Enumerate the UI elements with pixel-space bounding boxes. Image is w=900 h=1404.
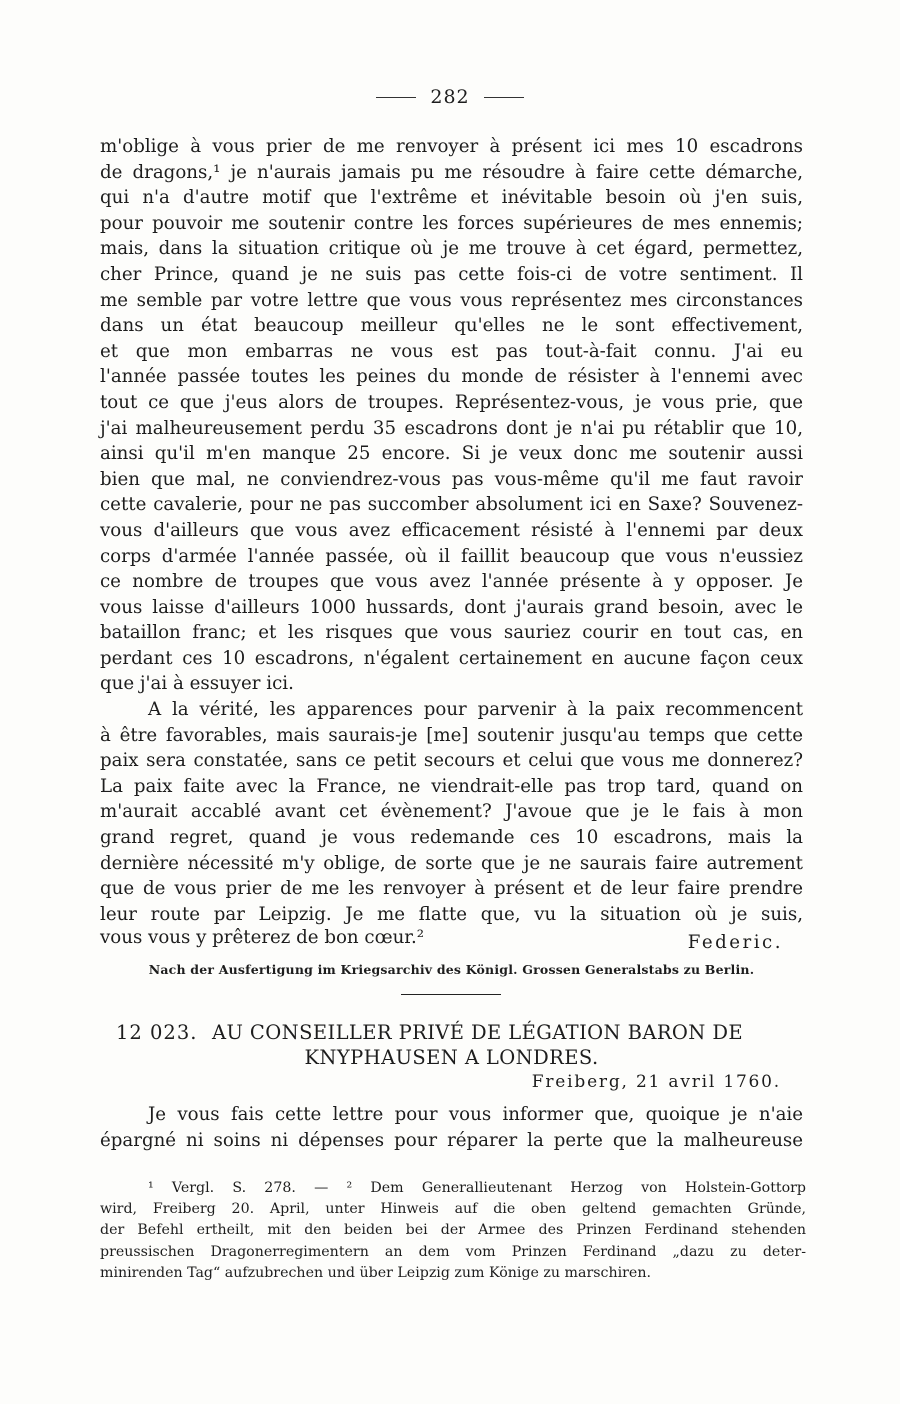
second-letter-body bbox=[100, 1102, 803, 1153]
text-line: leur route par Leipzig. Je me flatte que, vu la situation où je suis, bbox=[100, 903, 803, 925]
text-line: cher Prince, quand je ne suis pas cette fois-ci de votre sentiment. Il bbox=[100, 263, 803, 285]
text-line: ainsi qu'il m'en manque 25 encore. Si je veux donc me soutenir aussi bbox=[100, 443, 803, 465]
document-number: 12 023. bbox=[116, 1021, 198, 1044]
text-line: perdant ces 10 escadrons, n'égalent certainement en aucune façon ceux bbox=[100, 647, 803, 669]
text-line: grand regret, quand je vous redemande ces 10 escadrons, mais la bbox=[100, 827, 803, 849]
closing-row bbox=[100, 927, 803, 953]
footnote-line: minirenden Tag“ aufzubrechen und über Leipzig zum Könige zu marschiren. bbox=[100, 1264, 651, 1281]
page-header bbox=[0, 86, 900, 108]
source-note: Nach der Ausfertigung im Kriegsarchiv des Königl. Grossen Generalstabs zu Berlin. bbox=[148, 962, 755, 977]
letter-body bbox=[100, 134, 803, 927]
text-line: de dragons,¹ je n'aurais jamais pu me résoudre à faire cette démarche, bbox=[100, 161, 803, 183]
text-line: vous d'ailleurs que vous avez efficacement résisté à l'ennemi par deux bbox=[100, 519, 803, 541]
text-line: j'ai malheureusement perdu 35 escadrons dont je n'ai pu rétablir que 10, bbox=[100, 417, 803, 439]
text-line: à être favorables, mais saurais-je [me] soutenir jusqu'au temps que cette bbox=[100, 724, 803, 746]
text-line: bataillon franc; et les risques que vous sauriez courir en tout cas, en bbox=[100, 622, 803, 644]
footnote-line: preussischen Dragonerregimentern an dem vom Prinzen Ferdinand „dazu zu deter- bbox=[100, 1243, 806, 1260]
text-line: et que mon embarras ne vous est pas tout-à-fait connu. J'ai eu bbox=[100, 340, 803, 362]
footnote-line: der Befehl ertheilt, mit den beiden bei der Armee des Prinzen Ferdinand stehenden bbox=[100, 1222, 806, 1239]
text-line: pour pouvoir me soutenir contre les forces supérieures de mes ennemis; bbox=[100, 212, 803, 234]
document-title-line-1: AU CONSEILLER PRIVÉ DE LÉGATION BARON DE bbox=[212, 1021, 744, 1044]
text-line: bien que mal, ne conviendrez-vous pas vous-même qu'il me faut ravoir bbox=[100, 468, 803, 490]
header-rule-left bbox=[376, 97, 416, 98]
text-line: m'aurait accablé avant cet évènement? J'avoue que je le fais à mon bbox=[100, 801, 803, 823]
document-title-line-2: KNYPHAUSEN A LONDRES. bbox=[304, 1046, 599, 1069]
text-line: épargné ni soins ni dépenses pour réparer la perte que la malheureuse bbox=[100, 1129, 803, 1151]
text-line: dernière nécessité m'y oblige, de sorte que je ne saurais faire autrement bbox=[100, 852, 803, 874]
text-line: que j'ai à essuyer ici. bbox=[100, 673, 294, 695]
text-line: corps d'armée l'année passée, où il faillit beaucoup que vous n'eussiez bbox=[100, 545, 803, 567]
text-line: Je vous fais cette lettre pour vous informer que, quoique je n'aie bbox=[148, 1104, 803, 1125]
footnote-line: ¹ Vergl. S. 278. — ² Dem Generallieutenant Herzog von Holstein-Gottorp bbox=[148, 1180, 806, 1196]
text-line: cette cavalerie, pour ne pas succomber absolument ici en Saxe? Souvenez- bbox=[100, 494, 803, 516]
text-line: tout ce que j'eus alors de troupes. Représentez-vous, je vous prie, que bbox=[100, 391, 803, 413]
page-number: 282 bbox=[430, 86, 470, 108]
text-line: que de vous prier de me les renvoyer à présent et de leur faire prendre bbox=[100, 878, 803, 900]
dateline: Freiberg, 21 avril 1760. bbox=[531, 1072, 781, 1092]
text-line: dans un état beaucoup meilleur qu'elles ne le sont effectivement, bbox=[100, 315, 803, 337]
text-line: qui n'a d'autre motif que l'extrême et inévitable besoin où j'en suis, bbox=[100, 187, 803, 209]
closing-line: vous vous y prêterez de bon cœur.² bbox=[100, 927, 425, 948]
text-line: paix sera constatée, sans ce petit secours et celui que vous me donnerez? bbox=[100, 750, 803, 772]
footnote-line: wird, Freiberg 20. April, unter Hinweis auf die oben geltend gemachten Gründe, bbox=[100, 1201, 806, 1218]
text-line: mais, dans la situation critique où je me trouve à cet égard, permettez, bbox=[100, 238, 803, 260]
text-line: m'oblige à vous prier de me renvoyer à présent ici mes 10 escadrons bbox=[100, 136, 803, 157]
text-line: La paix faite avec la France, ne viendrait-elle pas trop tard, quand on bbox=[100, 775, 803, 797]
signature: Federic. bbox=[687, 932, 783, 953]
text-line: ce nombre de troupes que vous avez l'année présente à y opposer. Je bbox=[100, 571, 803, 593]
section-divider bbox=[401, 994, 501, 995]
text-line: A la vérité, les apparences pour parvenir à la paix recommencent bbox=[148, 699, 803, 721]
text-line: l'année passée toutes les peines du monde de résister à l'ennemi avec bbox=[100, 366, 803, 388]
header-rule-right bbox=[484, 97, 524, 98]
text-line: me semble par votre lettre que vous vous représentez mes circonstances bbox=[100, 289, 803, 311]
text-line: vous laisse d'ailleurs 1000 hussards, dont j'aurais grand besoin, avec le bbox=[100, 596, 803, 618]
footnotes bbox=[100, 1178, 806, 1284]
